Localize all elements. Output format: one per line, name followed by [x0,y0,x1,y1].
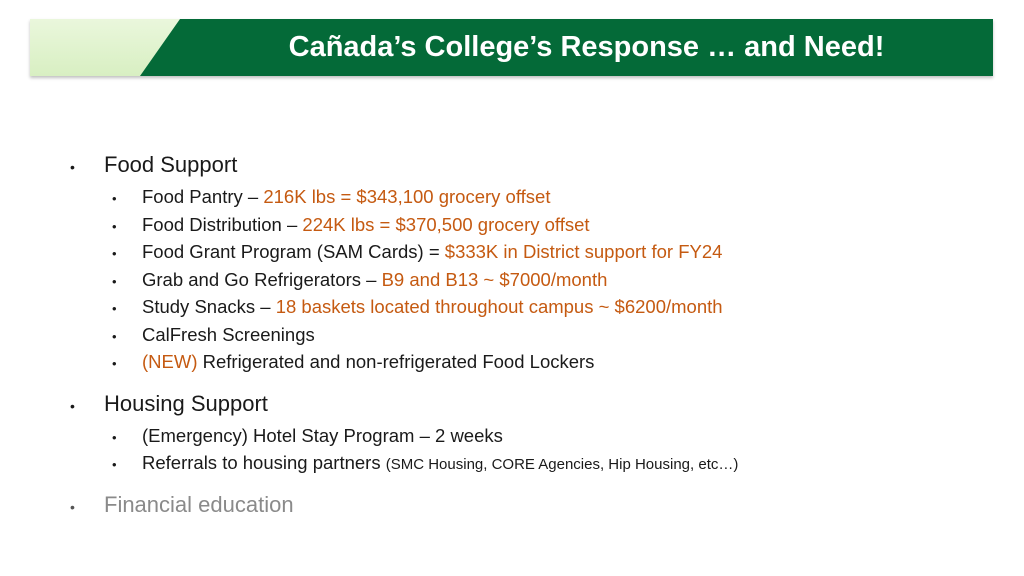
financial-education-heading: Financial education [104,491,294,517]
item-text: Study Snacks – [142,296,276,317]
list-item-grab-and-go [104,267,970,295]
item-highlight: 224K lbs = $370,500 grocery offset [302,213,590,235]
item-text: CalFresh Screenings [142,323,315,345]
list-item-food-grant [104,239,970,267]
list-item-housing-referrals [104,450,970,478]
list-item-hotel-stay [104,423,970,451]
bullet-dot-icon: • [112,356,117,371]
item-highlight: 18 baskets located throughout campus ~ $6200/month [275,296,723,317]
bullet-content [70,150,970,534]
bullet-financial-education [70,490,970,522]
item-text: Grab and Go Refrigerators – [142,268,382,290]
title-banner [30,19,993,76]
item-highlight: $333K in District support for FY24 [444,241,723,262]
bullet-dot-icon: • [112,246,117,261]
bullet-dot-icon: • [112,273,117,289]
bullet-dot-icon: • [112,429,117,445]
food-support-list [104,184,970,377]
item-text: (Emergency) Hotel Stay Program – 2 weeks [142,424,503,446]
partner-list: (SMC Housing, CORE Agencies, Hip Housing, etc…) [385,456,739,473]
bullet-dot-icon: • [112,457,117,472]
bullet-dot-icon: • [112,301,117,316]
item-text: Food Distribution – [142,213,303,235]
bullet-dot-icon: • [112,328,117,344]
item-text: Referrals to housing partners [142,452,386,473]
item-text: Refrigerated and non-refrigerated Food Lockers [197,351,595,372]
slide-title: Cañada’s College’s Response … and Need! [288,31,885,63]
list-item-food-distribution [104,212,970,240]
bullet-dot-icon: • [112,191,117,206]
item-text: Food Pantry – [142,186,264,207]
section-financial-education [70,490,970,522]
food-support-heading: Food Support [104,152,238,177]
item-highlight: 216K lbs = $343,100 grocery offset [263,186,551,207]
list-item-calfresh [104,322,970,350]
item-highlight: B9 and B13 ~ $7000/month [381,268,608,290]
bullet-housing-support [70,389,970,421]
bullet-food-support [70,150,970,182]
list-item-food-lockers [104,349,970,377]
housing-support-heading: Housing Support [104,390,268,416]
list-item-food-pantry [104,184,970,212]
list-item-study-snacks [104,294,970,322]
bullet-dot-icon: • [70,498,75,515]
item-text: Food Grant Program (SAM Cards) = [142,241,445,262]
new-tag: (NEW) [142,351,198,372]
housing-support-list [104,423,970,478]
bullet-dot-icon: • [70,397,75,414]
section-housing-support [70,389,970,478]
bullet-dot-icon: • [70,159,75,175]
bullet-dot-icon: • [112,218,117,234]
section-food-support [70,150,970,377]
